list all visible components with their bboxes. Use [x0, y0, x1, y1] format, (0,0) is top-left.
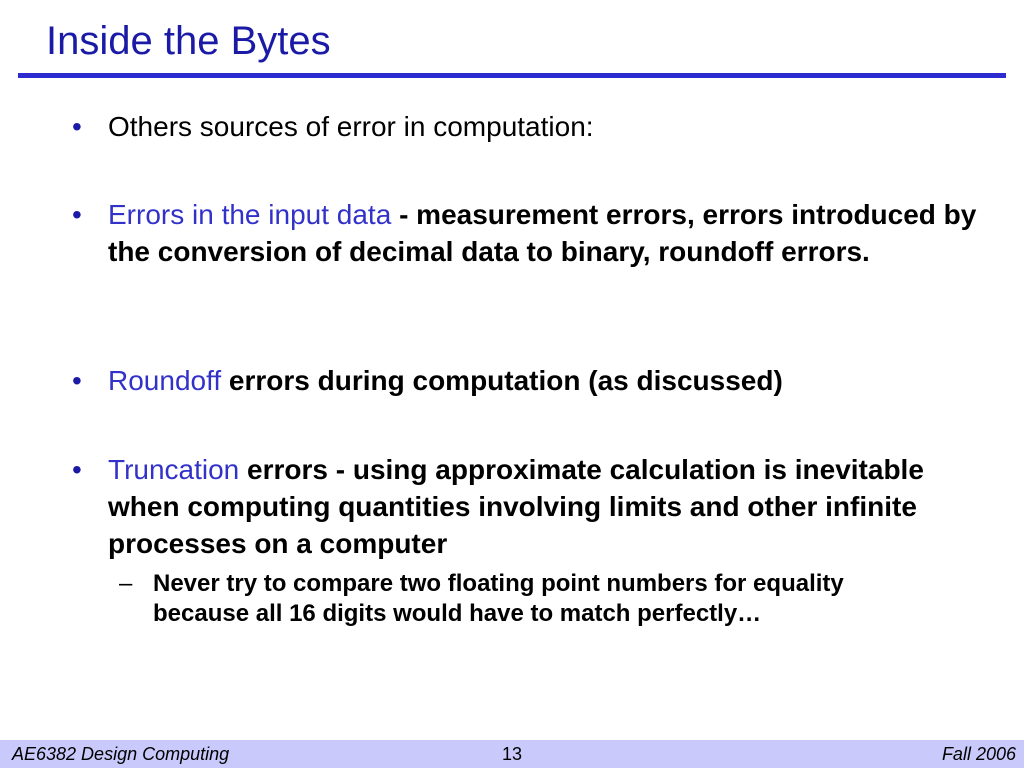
- dash-icon: –: [119, 570, 133, 597]
- course-name: AE6382 Design Computing: [12, 744, 230, 764]
- bullet-text: Others sources of error in computation:: [108, 111, 594, 142]
- slide-number: 13: [501, 744, 523, 764]
- bullet-item: [72, 362, 988, 399]
- bullet-item: [72, 196, 988, 270]
- slide-title: Inside the Bytes: [46, 19, 331, 63]
- bullet-lead: Roundoff: [108, 365, 222, 396]
- bullet-body: errors - using approximate calculation is inevitable when computing quantities involving limits and other infinite processes on a computer: [108, 454, 924, 559]
- bullet-item: [72, 451, 988, 562]
- term-label: Fall 2006: [941, 744, 1016, 764]
- bullet-dot-icon: •: [72, 111, 82, 142]
- bullet-lead: Errors in the input data: [108, 199, 392, 230]
- bullet-dot-icon: •: [72, 365, 82, 396]
- sub-bullet-item: [119, 569, 943, 629]
- bullet-lead: Truncation: [108, 454, 240, 485]
- bullet-dot-icon: •: [72, 199, 82, 230]
- bullet-body: - measurement errors, errors introduced by the conversion of decimal data to binary, roundoff errors.: [108, 199, 977, 267]
- bullet-body: errors during computation (as discussed): [228, 365, 783, 396]
- bullet-item: [72, 108, 988, 145]
- bullet-dot-icon: •: [72, 454, 82, 485]
- sub-bullet-text: Never try to compare two floating point numbers for equality because all 16 digits would have to match perfectly…: [153, 570, 844, 627]
- slide-footer: [0, 740, 1024, 768]
